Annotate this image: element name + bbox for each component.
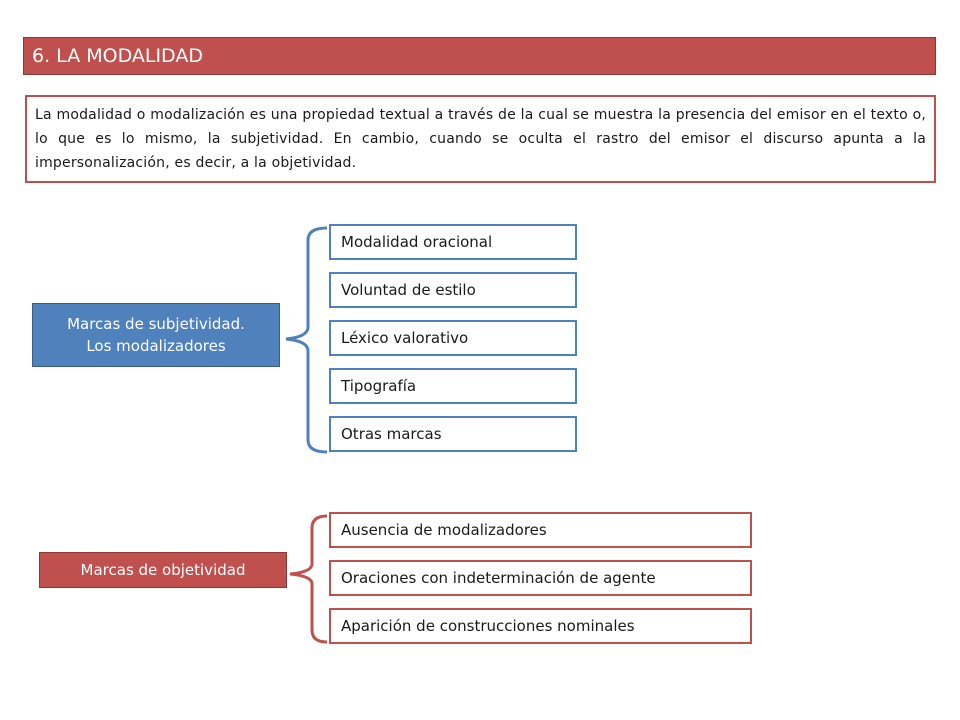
subjectivity-item: Otras marcas [329, 416, 577, 452]
subjectivity-label-line1: Marcas de subjetividad. [67, 315, 245, 333]
objectivity-item: Ausencia de modalizadores [329, 512, 752, 548]
objectivity-item: Aparición de construcciones nominales [329, 608, 752, 644]
objectivity-main-box: Marcas de objetividad [39, 552, 287, 588]
intro-paragraph: La modalidad o modalización es una propiedad textual a través de la cual se muestra la presencia del emisor en el texto o, lo que es lo mismo, la subjetividad. En cambio, cuando se oculta el rastro del emisor el discurso apunta a la impersonalización, es decir, a la objetividad. [25, 95, 936, 183]
subjectivity-item: Modalidad oracional [329, 224, 577, 260]
objectivity-item: Oraciones con indeterminación de agente [329, 560, 752, 596]
subjectivity-item: Léxico valorativo [329, 320, 577, 356]
subjectivity-item: Tipografía [329, 368, 577, 404]
subjectivity-item: Voluntad de estilo [329, 272, 577, 308]
subjectivity-label-line2: Los modalizadores [86, 337, 226, 355]
section-title: 6. LA MODALIDAD [23, 37, 936, 75]
